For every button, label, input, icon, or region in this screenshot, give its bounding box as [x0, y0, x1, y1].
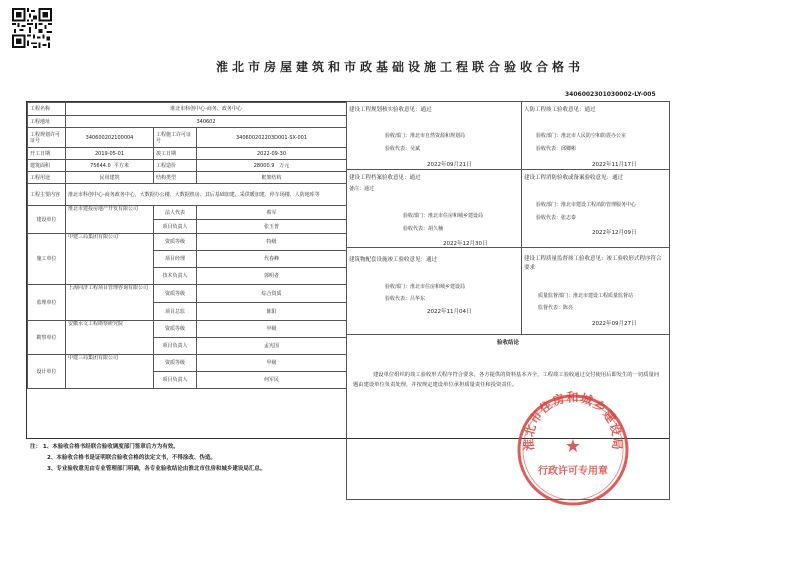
- label-supervisor: 监理单位: [28, 285, 66, 321]
- archive-date: 2022年12月30日: [443, 241, 488, 247]
- label-use: 工程用途: [28, 172, 66, 184]
- label-builder-pm: 项目负责人: [154, 220, 197, 234]
- value-legal-rep: 蔡军: [197, 206, 347, 220]
- note-3: 3、专业验收意见由专业管理部门明确，各专业验收结论由淮北市住房和城乡建设局汇总。: [47, 466, 266, 472]
- label-cost: 工程造价: [154, 160, 197, 172]
- value-contractor-tech: 郭明者: [197, 268, 347, 285]
- label-design-pm: 项目负责人: [154, 372, 197, 389]
- opinion-quality: [521, 247, 670, 335]
- value-design-qual: 甲级: [197, 355, 347, 372]
- label-contractor-pm: 项目经理: [154, 251, 197, 268]
- label-address: 工程地址: [28, 116, 66, 128]
- note-2: 2、本验收合格书是证明联合验收合格的法定文书，不得涂改、伪造。: [47, 455, 216, 461]
- value-supervisor-chief: 陈阳: [197, 303, 347, 321]
- fire-rep: 验收代表：张志泰: [536, 215, 577, 221]
- notes: [30, 442, 265, 475]
- planning-title: 建设工程规划核实验收意见：通过: [349, 107, 432, 113]
- value-contractor: 中建三局集团有限公司: [66, 234, 154, 285]
- value-project-name: 淮北市科创中心-商务、政务中心: [66, 103, 347, 116]
- value-address: 340602: [66, 116, 347, 128]
- quality-rep: 监督代表：陈亮: [538, 305, 574, 311]
- quality-title: 建设工程质量监督竣工验收意见：竣工验收形式程序符合要求: [524, 256, 662, 271]
- value-use: 民用建筑: [66, 172, 154, 184]
- area-number: 75644.0: [90, 162, 111, 169]
- value-survey-pm: 孟宪国: [197, 338, 347, 355]
- cost-number: 28000.9: [253, 162, 275, 169]
- property-rep: 验收代表：吕华东: [385, 296, 426, 302]
- value-scope: 淮北市科创中心-商务政务中心，大数据办公楼、大数据机房、其后基础加建、采供暖加建、停车场楼、人防地库等: [66, 184, 347, 206]
- value-plan-permit: 340600202100004: [66, 128, 154, 148]
- opinion-civil-defense: [521, 101, 670, 170]
- project-info-table: [27, 102, 347, 389]
- archive-remark: 备注：通过: [349, 186, 375, 192]
- value-builder-pm: 张玉普: [197, 220, 347, 234]
- value-supervisor-qual: 综合资质: [197, 285, 347, 303]
- planning-date: 2022年09月21日: [427, 162, 472, 168]
- value-area: [66, 160, 154, 172]
- label-builder: 建设单位: [28, 206, 66, 234]
- cost-unit: 万元: [279, 162, 290, 169]
- svg-text:★: ★: [564, 436, 582, 457]
- archive-rep: 验收代表：胡久楠: [403, 226, 444, 232]
- value-finish-date: 2022-09-30: [197, 148, 347, 160]
- value-builder: 淮北市建投房地产开发有限公司: [66, 206, 154, 234]
- value-contractor-pm: 代春峰: [197, 251, 347, 268]
- value-structure: 框架结构: [197, 172, 347, 184]
- opinion-fire: [521, 169, 670, 248]
- value-construct-permit: 340600202203D001-SX-001: [197, 128, 347, 148]
- value-survey: 安徽水文工程勘察研究院: [66, 321, 154, 355]
- label-area: 建筑面积: [28, 160, 66, 172]
- label-design-qual: 资质等级: [154, 355, 197, 372]
- opinion-property: [346, 247, 522, 335]
- conclusion-heading: 验收结论: [496, 340, 519, 346]
- seal-subtext: 行政许可专用章: [538, 466, 608, 477]
- label-supervisor-qual: 资质等级: [154, 285, 197, 303]
- property-dept: 验收部门：淮北市住房和城乡建设局: [385, 284, 466, 290]
- fire-date: 2022年12月09日: [592, 230, 637, 236]
- archive-dept: 验收部门：淮北市住房和城乡建设局: [403, 213, 484, 219]
- label-survey-pm: 项目负责人: [154, 338, 197, 355]
- value-contractor-qual: 特级: [197, 234, 347, 251]
- label-structure: 结构类型: [154, 172, 197, 184]
- label-finish-date: 竣工日期: [154, 148, 197, 160]
- label-supervisor-chief: 项目总监: [154, 303, 197, 321]
- civil-defense-title: 人防工程竣工验收意见：通过: [524, 107, 596, 113]
- planning-dept: 验收部门：淮北市自然资源和规划局: [385, 133, 466, 139]
- label-scope: 工程主要内容: [28, 184, 66, 206]
- fire-dept: 验收部门：淮北市建设工程消防管理服务中心: [536, 202, 637, 208]
- value-survey-qual: 甲级: [197, 321, 347, 338]
- value-supervisor: 上海同济工程项目管理咨询有限公司: [66, 285, 154, 321]
- property-title: 建筑物配套设施竣工验收意见：通过: [349, 257, 438, 263]
- qr-code: [12, 8, 52, 48]
- label-project-name: 工程名称: [28, 103, 66, 116]
- label-survey: 勘察单位: [28, 321, 66, 355]
- label-contractor-qual: 资质等级: [154, 234, 197, 251]
- label-construct-permit: 工程施工许可证号: [154, 128, 197, 148]
- value-start-date: 2019-05-01: [66, 148, 154, 160]
- value-design: 中建三局集团有限公司: [66, 355, 154, 389]
- civil-defense-dept: 验收部门：淮北市人民防空和防震办公室: [536, 133, 627, 139]
- note-1: 注： 1、本验收合格书经联合验收调度部门签章后方为有效。: [30, 444, 179, 450]
- area-unit: 平方米: [113, 162, 129, 169]
- conclusion-body: 建设单位组织的竣工验收形式程序符合要求，各方提供的资料基本齐全，工程竣工验收通过交付使用后即发生的一切质量问题由建设单位负责处理，并按规定建设单位承担质量责任和投资责任。: [353, 372, 660, 388]
- opinion-planning: [346, 101, 522, 170]
- opinion-archive: [346, 169, 522, 248]
- label-survey-qual: 资质等级: [154, 321, 197, 338]
- quality-date: 2022年09月27日: [592, 321, 637, 327]
- label-legal-rep: 法人代表: [154, 206, 197, 220]
- quality-dept: 质量监督部门：淮北市建设工程质量监督站: [538, 293, 634, 299]
- label-start-date: 开工日期: [28, 148, 66, 160]
- label-design: 设计单位: [28, 355, 66, 389]
- civil-defense-date: 2022年11月17日: [592, 162, 637, 168]
- civil-defense-rep: 验收代表：邱卿彬: [536, 146, 577, 152]
- value-design-pm: 何军民: [197, 372, 347, 389]
- planning-rep: 验收代表：吴斌: [385, 146, 421, 152]
- document-code: 3406002301030002-LY-005: [565, 91, 656, 98]
- fire-title: 建设工程消防验收或备案验收意见：通过: [524, 175, 624, 181]
- document-title: 淮北市房屋建筑和市政基础设施工程联合验收合格书: [215, 60, 584, 74]
- value-cost: [197, 160, 347, 172]
- archive-title: 建设工程档案验收意见：通过: [349, 175, 421, 181]
- label-contractor-tech: 技术负责人: [154, 268, 197, 285]
- property-date: 2022年11月04日: [427, 309, 472, 315]
- seal-text: 淮北市住房和城乡建设局: [521, 390, 625, 452]
- official-seal: [513, 390, 633, 510]
- label-contractor: 施工单位: [28, 234, 66, 285]
- label-plan-permit: 工程规划许可证号: [28, 128, 66, 148]
